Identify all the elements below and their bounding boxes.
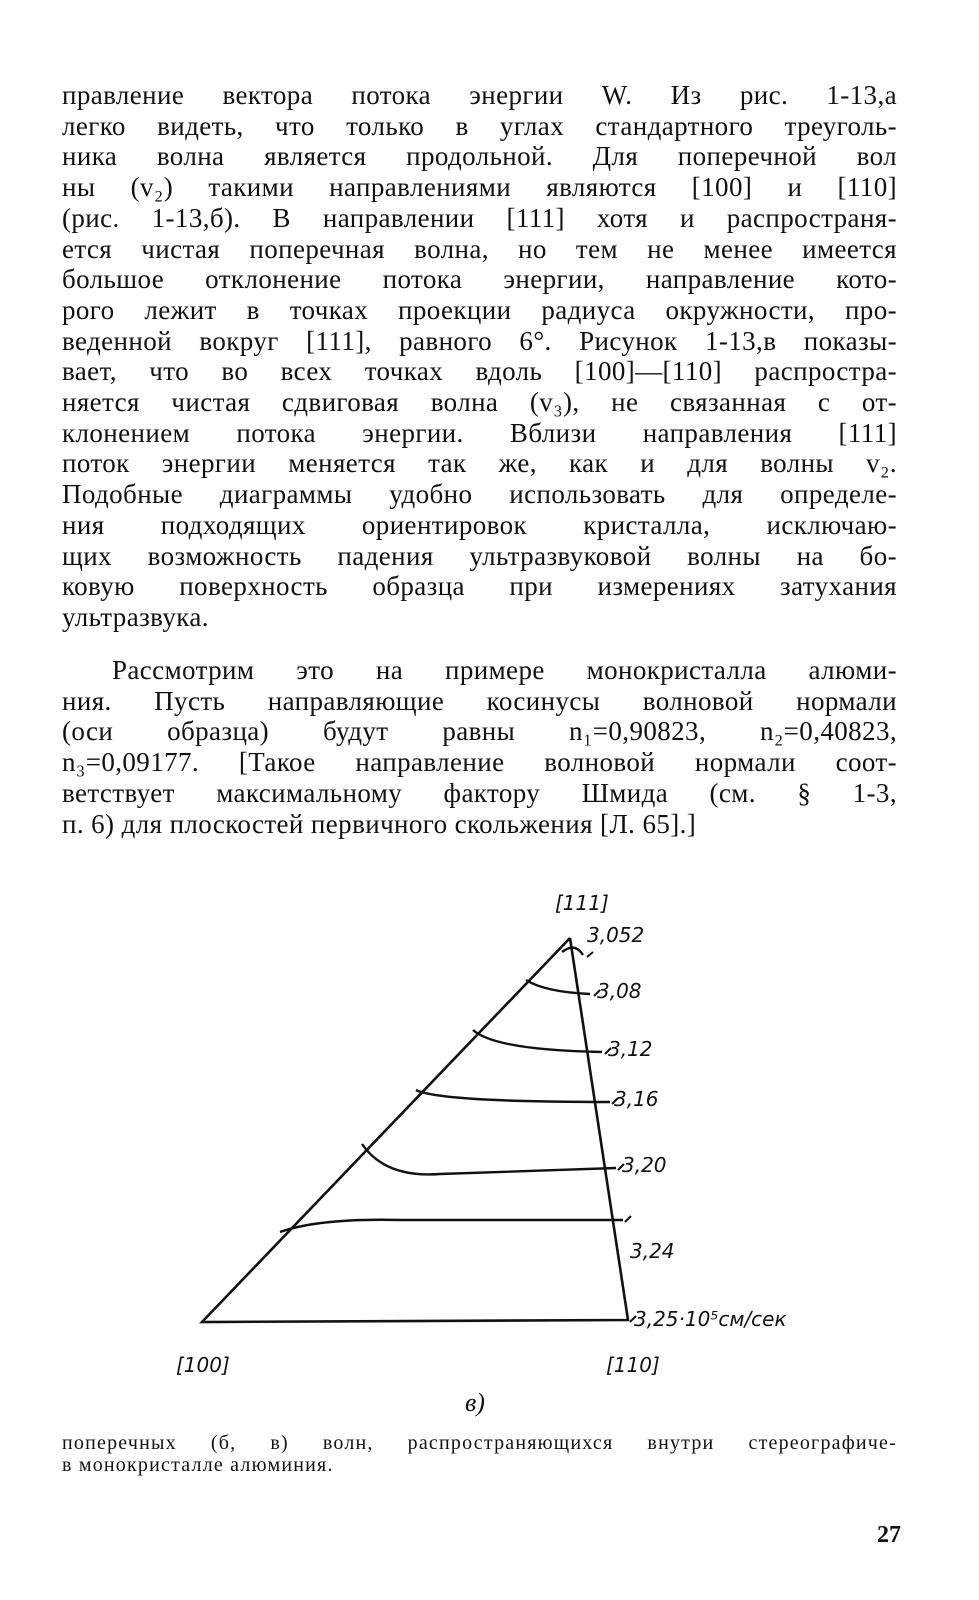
text-line: ультразвука. bbox=[62, 601, 209, 632]
contour-label-4: 3,16 bbox=[614, 1087, 659, 1111]
text-line: ковую поверхность образца при измерениях затухания bbox=[62, 571, 897, 602]
text-line: поток энергии меняется так же, как и для волны v₂. bbox=[62, 448, 897, 479]
contour-diagram bbox=[150, 880, 850, 1377]
text-line: n₃=0,09177. [Такое направление волновой нормали соот- bbox=[62, 747, 897, 778]
stereographic-triangle-figure bbox=[150, 880, 850, 1377]
text-line: рого лежит в точках проекции радиуса окружности, про- bbox=[62, 294, 897, 325]
triangle-outline bbox=[202, 938, 628, 1322]
text-line: ветствует максимальному фактору Шмида (см. § 1-3, bbox=[62, 777, 897, 808]
paragraph-2 bbox=[62, 655, 897, 839]
page-number: 27 bbox=[877, 1522, 901, 1548]
text-line: клонением потока энергии. Вблизи направления [111] bbox=[62, 417, 897, 448]
text-line: правление вектора потока энергии W. Из рис. 1-13,а bbox=[62, 80, 897, 110]
text-line: Подобные диаграммы удобно использовать для определе- bbox=[62, 479, 897, 510]
text-line: ника волна является продольной. Для поперечной вол bbox=[62, 141, 897, 172]
contour-3-12 bbox=[473, 1030, 602, 1052]
text-line: вает, что во всех точках вдоль [100]—[110] распростра- bbox=[62, 356, 897, 387]
text-line: Рассмотрим это на примере монокристалла алюми- bbox=[112, 655, 897, 685]
figure-caption bbox=[62, 1432, 897, 1476]
contour-label-6: 3,24 bbox=[630, 1239, 675, 1263]
text-line: ния подходящих ориентировок кристалла, исключаю- bbox=[62, 509, 897, 540]
contour-label-2: 3,08 bbox=[597, 979, 642, 1003]
text-line: щих возможность падения ультразвуковой волны на бо- bbox=[62, 540, 897, 571]
text-line: няется чистая сдвиговая волна (v₃), не связанная с от- bbox=[62, 387, 897, 418]
contour-label-5: 3,20 bbox=[622, 1153, 667, 1177]
caption-line: поперечных (б, в) волн, распространяющихся внутри стереографиче- bbox=[62, 1432, 897, 1454]
corner-label-111: [111] bbox=[555, 891, 609, 915]
contour-3-20 bbox=[362, 1144, 616, 1174]
contour-3-16 bbox=[416, 1090, 610, 1102]
text-line: ния. Пусть направляющие косинусы волновой нормали bbox=[62, 685, 897, 716]
contour-label-7: 3,25·10⁵см/сек bbox=[634, 1307, 787, 1331]
text-line: ны (v₂) такими направлениями являются [100] и [110] bbox=[62, 172, 897, 203]
caption-line: в монокристалле алюминия. bbox=[62, 1454, 334, 1476]
contour-label-3: 3,12 bbox=[608, 1037, 653, 1061]
figure-sublabel: в) bbox=[465, 1388, 485, 1417]
contour-3-08 bbox=[526, 980, 590, 994]
contour-3-24 bbox=[280, 1220, 623, 1232]
corner-label-110: [110] bbox=[606, 1353, 660, 1377]
text-line: легко видеть, что только в углах стандартного треуголь- bbox=[62, 110, 897, 141]
corner-label-100: [100] bbox=[176, 1353, 230, 1377]
text-line: ется чистая поперечная волна, но тем не менее имеется bbox=[62, 233, 897, 264]
paragraph-1 bbox=[62, 80, 897, 633]
text-line: веденной вокруг [111], равного 6°. Рисунок 1-13,в показы- bbox=[62, 325, 897, 356]
text-line: п. 6) для плоскостей первичного скольжения [Л. 65].] bbox=[62, 808, 697, 839]
text-line: большое отклонение потока энергии, направление кото- bbox=[62, 264, 897, 295]
text-line: (рис. 1-13,б). В направлении [111] хотя и распространя- bbox=[62, 202, 897, 233]
text-line: (оси образца) будут равны n₁=0,90823, n₂=0,40823, bbox=[62, 716, 897, 747]
contour-label-1: 3,052 bbox=[587, 923, 645, 947]
